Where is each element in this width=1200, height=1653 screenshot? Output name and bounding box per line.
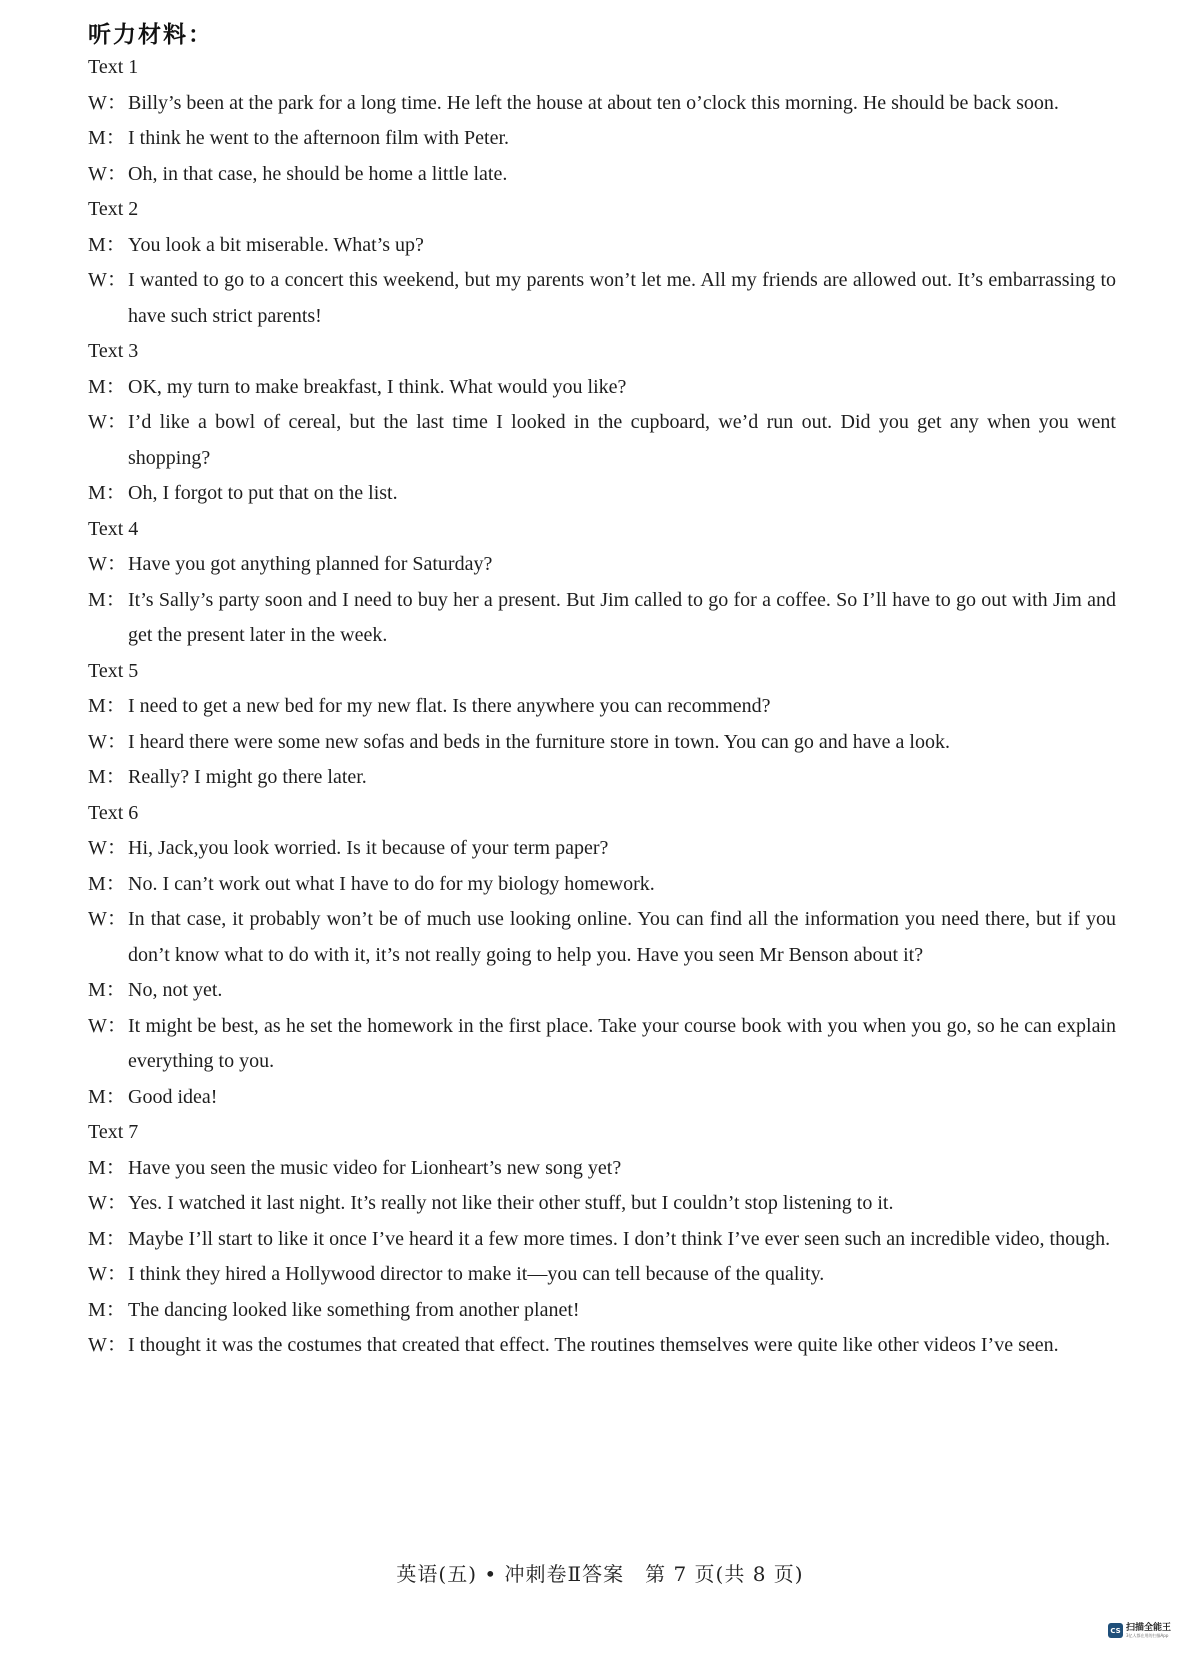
dialogue-turn (88, 121, 1116, 157)
dialogue-line: Yes. I watched it last night. It’s really not like their other stuff, but I couldn’t stop listening to it. (128, 1192, 894, 1214)
dialogue-line: I need to get a new bed for my new flat. Is there anywhere you can recommend? (128, 695, 771, 717)
speaker-label: M： (88, 1298, 126, 1321)
speaker-label: W： (88, 1263, 127, 1285)
dialogue-line: It’s Sally’s party soon and I need to buy her a present. But Jim called to go for a coffee. So I’ll have to go out with Jim and get the present later in the week. (128, 588, 1116, 646)
speaker-label: M： (88, 1156, 126, 1179)
dialogue-line: Billy’s been at the park for a long time. He left the house at about ten o’clock this morning. He should be back soon. (128, 91, 1059, 114)
speaker-label: M： (88, 766, 126, 788)
text-section (88, 192, 1116, 334)
dialogue-turn (88, 867, 1116, 903)
dialogue-line: Oh, I forgot to put that on the list. (128, 482, 398, 504)
text-heading: Text 2 (88, 198, 139, 220)
dialogue-turn (88, 263, 1116, 334)
text-section (88, 512, 1116, 654)
text-heading: Text 4 (88, 517, 139, 540)
speaker-label: W： (88, 269, 127, 291)
watermark-tagline: 3亿人都在用的扫描App (1126, 1632, 1169, 1638)
speaker-label: W： (88, 91, 127, 114)
speaker-label: M： (88, 1227, 126, 1250)
text-section (88, 50, 1116, 192)
dialogue-turn (88, 1328, 1116, 1364)
dialogue-turn (88, 1151, 1116, 1187)
scanner-watermark (1108, 1623, 1171, 1638)
speaker-label: M： (88, 482, 126, 504)
dialogue-turn (88, 689, 1116, 725)
speaker-label: W： (88, 553, 127, 575)
speaker-label: W： (88, 411, 127, 433)
dialogue-line: Good idea! (128, 1085, 218, 1108)
dialogue-turn (88, 157, 1116, 193)
speaker-label: M： (88, 695, 126, 717)
text-heading: Text 3 (88, 340, 139, 362)
dialogue-line: The dancing looked like something from another planet! (128, 1298, 580, 1321)
dialogue-turn (88, 405, 1116, 476)
dialogue-turn (88, 228, 1116, 264)
speaker-label: M： (88, 872, 126, 895)
dialogue-line: Have you got anything planned for Saturday? (128, 553, 493, 575)
dialogue-turn (88, 831, 1116, 867)
speaker-label: W： (88, 837, 127, 859)
dialogue-line: You look a bit miserable. What’s up? (128, 233, 424, 256)
dialogue-line: No. I can’t work out what I have to do for my biology homework. (128, 872, 655, 895)
dialogue-turn (88, 1293, 1116, 1329)
text-section (88, 654, 1116, 796)
dialogue-line: Really? I might go there later. (128, 766, 367, 788)
dialogue-turn (88, 1080, 1116, 1116)
speaker-label: W： (88, 162, 127, 185)
dialogue-line: I heard there were some new sofas and beds in the furniture store in town. You can go and have a look. (128, 730, 950, 753)
dialogue-line: Hi, Jack,you look worried. Is it because of your term paper? (128, 837, 609, 859)
dialogue-line: No, not yet. (128, 979, 223, 1001)
dialogue-line: I wanted to go to a concert this weekend, but my parents won’t let me. All my friends are allowed out. It’s embarrassing to have such strict parents! (128, 269, 1116, 327)
speaker-label: M： (88, 375, 126, 398)
dialogue-line: I’d like a bowl of cereal, but the last time I looked in the cupboard, we’d run out. Did you get any when you went shopping? (128, 411, 1116, 469)
transcript (88, 50, 1116, 1364)
text-heading: Text 6 (88, 801, 139, 824)
dialogue-turn (88, 1186, 1116, 1222)
dialogue-line: It might be best, as he set the homework in the first place. Take your course book with you when you go, so he can explain everything to you. (128, 1014, 1116, 1072)
dialogue-line: In that case, it probably won’t be of much use looking online. You can find all the information you need there, but if you don’t know what to do with it, it’s not really going to help you. Have you seen Mr Benson about it? (128, 908, 1116, 966)
speaker-label: M： (88, 1085, 126, 1108)
speaker-label: M： (88, 127, 126, 149)
dialogue-turn (88, 725, 1116, 761)
text-heading: Text 5 (88, 659, 139, 682)
camscanner-logo-icon: CS (1108, 1623, 1123, 1638)
dialogue-line: I think he went to the afternoon film with Peter. (128, 127, 510, 149)
page-title: 听力材料： (88, 22, 213, 48)
speaker-label: M： (88, 588, 126, 611)
watermark-name: 扫描全能王 (1126, 1622, 1172, 1633)
text-section (88, 796, 1116, 1116)
dialogue-turn (88, 370, 1116, 406)
dialogue-turn (88, 1222, 1116, 1258)
speaker-label: W： (88, 1192, 127, 1214)
text-heading: Text 7 (88, 1121, 139, 1143)
dialogue-line: Have you seen the music video for Lionheart’s new song yet? (128, 1156, 622, 1179)
text-heading: Text 1 (88, 56, 139, 78)
speaker-label: W： (88, 1334, 127, 1356)
dialogue-line: OK, my turn to make breakfast, I think. What would you like? (128, 375, 627, 398)
dialogue-line: Oh, in that case, he should be home a little late. (128, 162, 508, 185)
speaker-label: W： (88, 908, 127, 930)
dialogue-turn (88, 902, 1116, 973)
speaker-label: W： (88, 730, 127, 753)
dialogue-turn (88, 1009, 1116, 1080)
dialogue-turn (88, 86, 1116, 122)
text-section (88, 334, 1116, 512)
page-footer: 英语(五) • 冲刺卷Ⅱ答案 第 7 页(共 8 页) (396, 1562, 804, 1586)
speaker-label: W： (88, 1014, 127, 1037)
dialogue-turn (88, 583, 1116, 654)
dialogue-turn (88, 973, 1116, 1009)
dialogue-turn (88, 547, 1116, 583)
dialogue-line: Maybe I’ll start to like it once I’ve heard it a few more times. I don’t think I’ve ever seen such an incredible video, though. (128, 1227, 1111, 1250)
dialogue-turn (88, 476, 1116, 512)
speaker-label: M： (88, 979, 126, 1001)
dialogue-line: I think they hired a Hollywood director to make it—you can tell because of the quality. (128, 1263, 825, 1285)
dialogue-turn (88, 760, 1116, 796)
speaker-label: M： (88, 233, 126, 256)
dialogue-line: I thought it was the costumes that created that effect. The routines themselves were quite like other videos I’ve seen. (128, 1334, 1059, 1356)
text-section (88, 1115, 1116, 1364)
dialogue-turn (88, 1257, 1116, 1293)
